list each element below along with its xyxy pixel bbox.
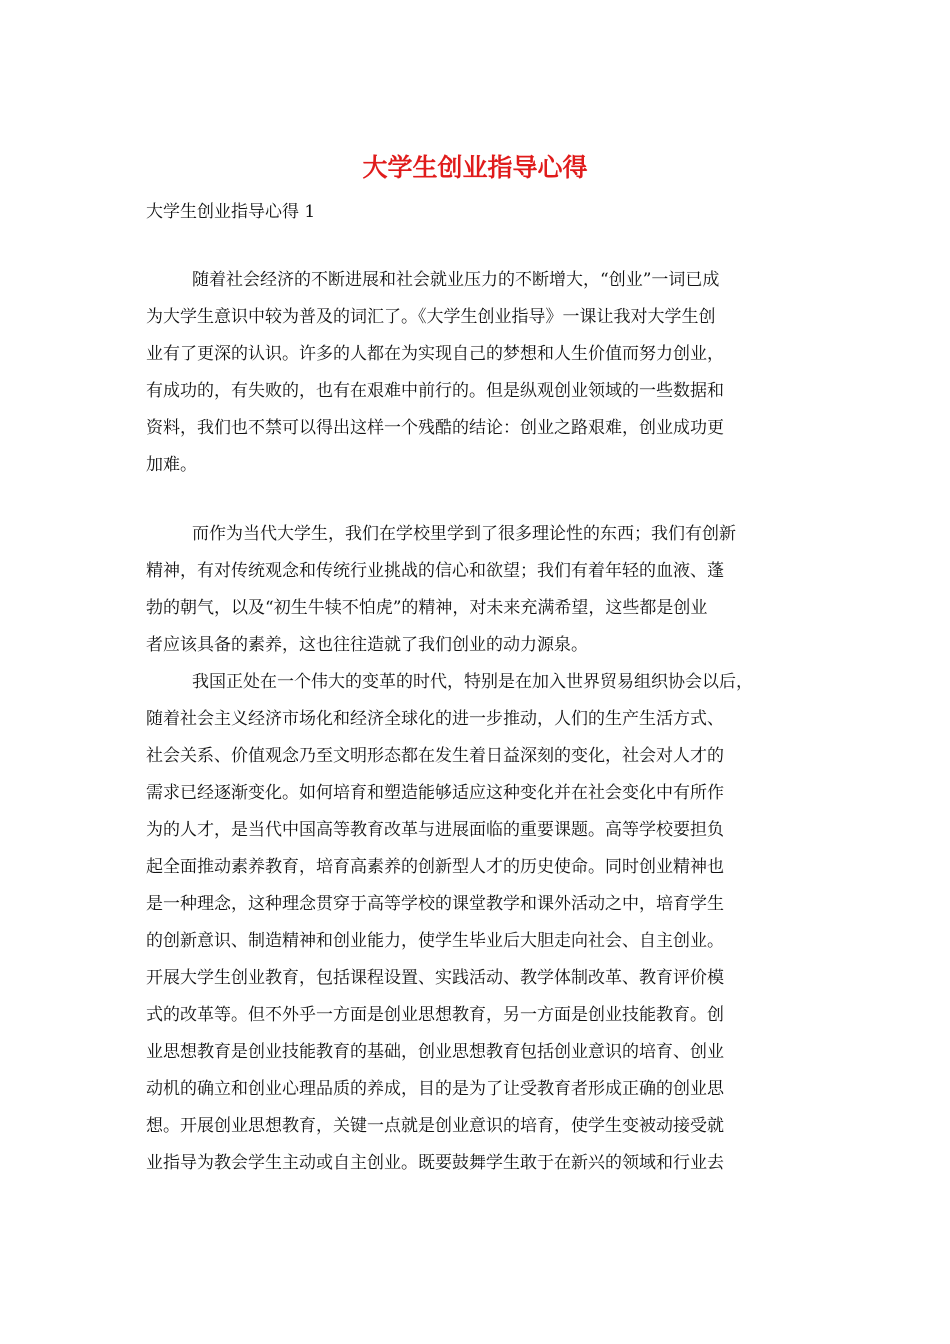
paragraph-line: 而作为当代大学生，我们在学校里学到了很多理论性的东西；我们有创新: [192, 524, 736, 544]
paragraph-2: [146, 516, 826, 664]
paragraph-line: 动机的确立和创业心理品质的养成，目的是为了让受教育者形成正确的创业思: [146, 1079, 724, 1099]
paragraph-line: 随着社会主义经济市场化和经济全球化的进一步推动，人们的生产生活方式、: [146, 709, 724, 729]
paragraph-line: 加难。: [146, 455, 197, 475]
paragraph-line: 是一种理念，这种理念贯穿于高等学校的课堂教学和课外活动之中，培育学生: [146, 894, 724, 914]
paragraph-line: 业指导为教会学生主动或自主创业。既要鼓舞学生敢于在新兴的领域和行业去: [146, 1153, 724, 1173]
paragraph-line: 需求已经逐渐变化。如何培育和塑造能够适应这种变化并在社会变化中有所作: [146, 783, 724, 803]
paragraph-line: 式的改革等。但不外乎一方面是创业思想教育，另一方面是创业技能教育。创: [146, 1005, 724, 1025]
document-title: 大学生创业指导心得: [362, 153, 588, 182]
paragraph-line: 起全面推动素养教育，培育高素养的创新型人才的历史使命。同时创业精神也: [146, 857, 724, 877]
paragraph-line: 精神，有对传统观念和传统行业挑战的信心和欲望；我们有着年轻的血液、蓬: [146, 561, 724, 581]
paragraph-line: 想。开展创业思想教育，关键一点就是创业意识的培育，使学生变被动接受就: [146, 1116, 724, 1136]
paragraph-line: 我国正处在一个伟大的变革的时代，特别是在加入世界贸易组织协会以后，: [192, 672, 753, 692]
paragraph-line: 开展大学生创业教育，包括课程设置、实践活动、教学体制改革、教育评价模: [146, 968, 724, 988]
section-subheading: 大学生创业指导心得 1: [146, 202, 316, 222]
paragraph-line: 勃的朝气，以及“初生牛犊不怕虎”的精神，对未来充满希望，这些都是创业: [146, 598, 708, 618]
paragraph-line: 业思想教育是创业技能教育的基础，创业思想教育包括创业意识的培育、创业: [146, 1042, 724, 1062]
paragraph-3: [146, 664, 826, 1182]
paragraph-line: 随着社会经济的不断进展和社会就业压力的不断增大，“创业”一词已成: [192, 270, 720, 290]
paragraph-line: 的创新意识、制造精神和创业能力，使学生毕业后大胆走向社会、自主创业。: [146, 931, 724, 951]
paragraph-line: 为大学生意识中较为普及的词汇了。《大学生创业指导》一课让我对大学生创: [146, 307, 716, 327]
paragraph-line: 社会关系、价值观念乃至文明形态都在发生着日益深刻的变化，社会对人才的: [146, 746, 724, 766]
paragraph-1: [146, 262, 826, 484]
paragraph-line: 业有了更深的认识。许多的人都在为实现自己的梦想和人生价值而努力创业，: [146, 344, 724, 364]
paragraph-line: 者应该具备的素养，这也往往造就了我们创业的动力源泉。: [146, 635, 588, 655]
paragraph-line: 有成功的，有失败的，也有在艰难中前行的。但是纵观创业领域的一些数据和: [146, 381, 724, 401]
paragraph-line: 资料，我们也不禁可以得出这样一个残酷的结论：创业之路艰难，创业成功更: [146, 418, 724, 438]
paragraph-line: 为的人才，是当代中国高等教育改革与进展面临的重要课题。高等学校要担负: [146, 820, 724, 840]
